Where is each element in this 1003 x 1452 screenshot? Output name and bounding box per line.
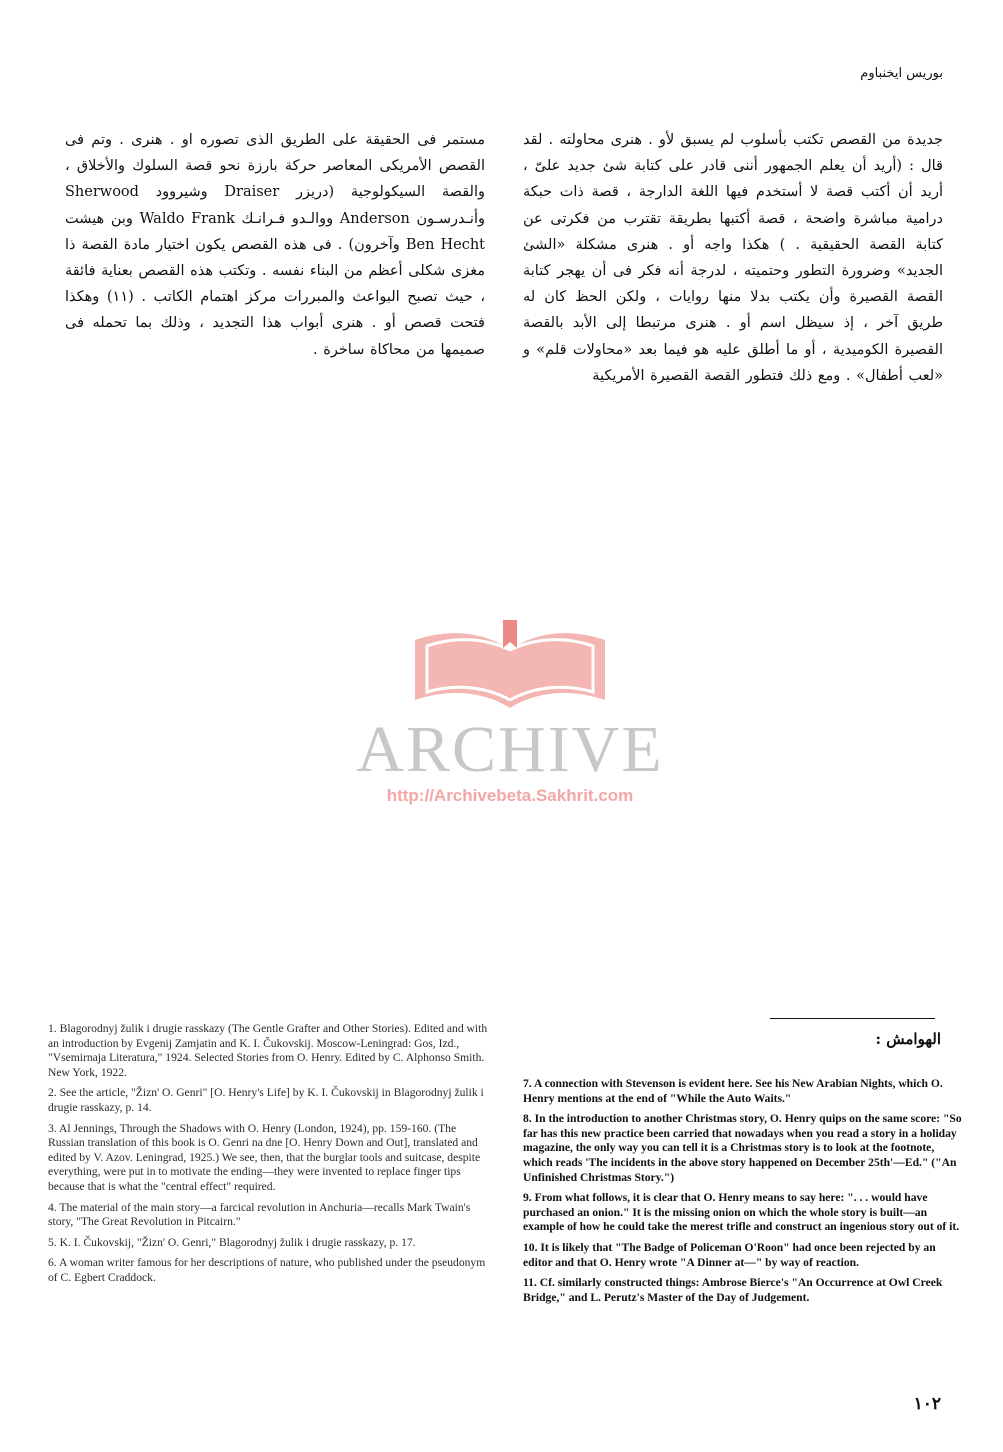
page-number: ١٠٢ (913, 1394, 941, 1414)
body-column-left (65, 127, 485, 363)
footnote: 4. The material of the main story—a farcical revolution in Anchuria—recalls Mark Twain's story, "The Great Revolution in Pitcairn." (48, 1200, 471, 1229)
footnotes-heading: الهوامش : (875, 1030, 941, 1048)
archive-watermark (320, 620, 700, 820)
footnotes-left-column (48, 1022, 493, 1292)
footnote: 6. A woman writer famous for her descriptions of nature, who published under the pseudonym of C. Egbert Craddock. (48, 1256, 486, 1284)
footnotes-right-column (523, 1077, 963, 1311)
body-paragraph: مستمر فى الحقيقة على الطريق الذى تصوره او . هنرى . وتم فى القصص الأمريكى المعاصر حركة بارزة نحو قصة السلوك والأخلاق ، والقصة السيكولوجية (دريزر Draiser وشيروود Sherwood وأنـدرسـون Anderson ووالـدو فـرانـك Waldo Frank وبن هيشت Ben Hecht وآخرون) . فى هذه القصص يكون اختيار مادة القصة ذا مغزى شكلى أعظم من البناء نفسه . وتكتب هذه القصص بعناية فائقة ، حيث تصبح البواعث والمبررات مركز اهتمام الكاتب . (١١) وهكذا فتحت قصص أو . هنرى أبواب هذا التجديد ، وذلك بما تحمله فى صميمها من محاكاة ساخرة . (65, 132, 486, 358)
body-paragraph: جديدة من القصص تكتب بأسلوب لم يسبق لأو . هنرى محاولته . لقد قال : (أريد أن يعلم الجمهور أننى قادر على كتابة شئ جديد علىّ ، أريد أن أكتب قصة لا أستخدم فيها اللغة الدارجة ، قصة ذات حبكة درامية مباشرة واضحة ، قصة أكتبها بطريقة تقترب من فكرتى عن كتابة القصة الحقيقية . ) هكذا واجه أو . هنرى مشكلة «الشئ الجديد» وضرورة التطور وحتميته ، لدرجة أنه فكر فى أن يهجر كتابة القصة القصيرة وأن يكتب بدلا منها روايات ، ولكن الحظ كان له طريق آخر ، إذ سيظل اسم أو . هنرى مرتبطا إلى الأبد بالقصة القصيرة الكوميدية ، أو ما أطلق عليه هو فيما بعد «محاولات قلم» و «لعب أطفال» . ومع ذلك فتطور القصة القصيرة الأمريكية (523, 132, 943, 384)
running-head: بوريس ايخنباوم (860, 66, 943, 81)
footnote: 7. A connection with Stevenson is evident here. See his New Arabian Nights, which O. Henry mentions at the end of "While the Auto Waits." (523, 1077, 943, 1105)
footnote-divider (770, 1018, 935, 1019)
footnote: 3. Al Jennings, Through the Shadows with O. Henry (London, 1924), pp. 159-160. (The Russian translation of this book is O. Genri na dne [O. Henry Down and Out], translated and edited by V. Azov. Leningrad, 1925.) We see, then, that the burglar tools and suitcase, despite everything, were put in to motivate the ending—they were invented to replace finger tips because that is what the "central effect" required. (48, 1121, 481, 1193)
footnote: 5. K. I. Čukovskij, "Žizn' O. Genri," Blagorodnyj žulik i drugie rasskazy, p. 17. (48, 1235, 416, 1249)
footnote: 11. Cf. similarly constructed things: Ambrose Bierce's "An Occurrence at Owl Creek Bridge," and L. Perutz's Master of the Day of Judgement. (523, 1276, 943, 1304)
open-book-icon (405, 620, 615, 710)
footnote: 10. It is likely that "The Badge of Policeman O'Roon" had once been rejected by an editor and that O. Henry wrote "A Dinner at—" by way of reaction. (523, 1240, 936, 1269)
footnote: 8. In the introduction to another Christmas story, O. Henry quips on the same score: "So far has this new practice been carried that nowadays when you read a story in a holiday magazine, the only way you can tell it is a Christmas story is to look at the footnote, which reads 'The incidents in the above story happened on December 25th'—Ed." ("An Unfinished Christmas Story.") (523, 1112, 962, 1184)
footnote: 9. From what follows, it is clear that O. Henry means to say here: ". . . would have purchased an onion." It is the missing onion on which the whole story is built—an example of how he could take the merest trifle and construct an ingenious story out of it. (523, 1191, 960, 1234)
body-column-right (523, 127, 943, 389)
watermark-word: ARCHIVE (356, 713, 664, 786)
watermark-url: http://Archivebeta.Sakhrit.com (386, 786, 634, 805)
footnote: 2. See the article, "Žizn' O. Genri" [O. Henry's Life] by K. I. Čukovskij in Blagorodnyj žulik i drugie rasskazy, p. 14. (48, 1086, 484, 1114)
footnote: 1. Blagorodnyj žulik i drugie rasskazy (The Gentle Grafter and Other Stories). Edited and with an introduction by Evgenij Zamjatin and K. I. Čukovskij. Moscow-Leningrad: Gos, Izd., "Vsemirnaja Literatura," 1924. Selected Stories from O. Henry. Edited by C. Alphonso Smith. New York, 1922. (48, 1022, 488, 1079)
